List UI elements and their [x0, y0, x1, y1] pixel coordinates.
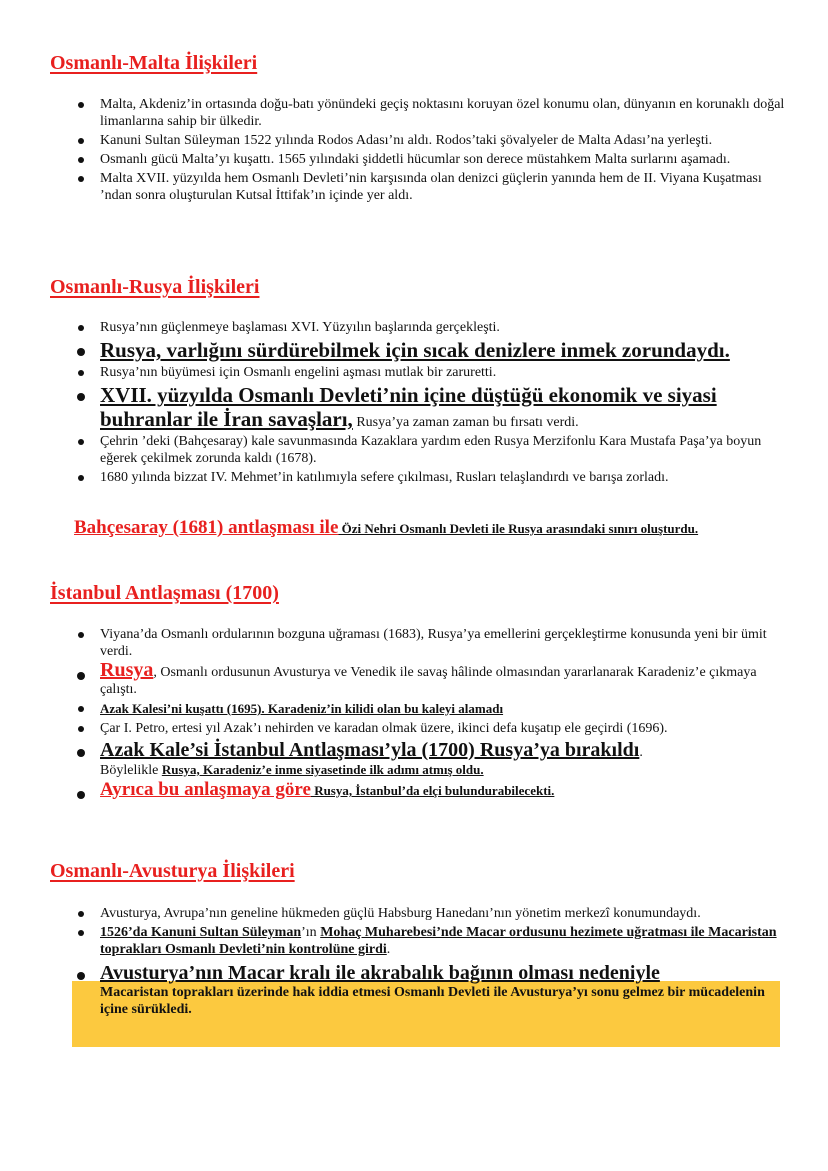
list-item — [74, 924, 786, 958]
emphasis-text: Rusya, varlığını sürdürebilmek için sıcak denizlere inmek zorundaydı. — [100, 338, 730, 362]
list-item — [74, 739, 786, 779]
item-text: Böylelikle — [100, 763, 162, 778]
list-item — [74, 383, 786, 431]
heading-istanbul: İstanbul Antlaşması (1700) — [50, 582, 279, 604]
bold-text: Macaristan toprakları üzerinde hak iddia etmesi Osmanlı Devleti ile Avusturya’yı sonu gelmez bir mücadelenin içine sürükledi. — [100, 985, 765, 1017]
emphasis-text: Avusturya’nın Macar kralı ile akrabalık bağının olması nedeniyle — [100, 962, 660, 984]
list-rusya — [74, 319, 786, 488]
list-item — [74, 659, 786, 698]
bold-underline-text: Rusya, Karadeniz’e inme siyasetinde ilk adımı atmış oldu. — [161, 762, 484, 777]
item-text: . — [386, 942, 391, 957]
red-emphasis: Bahçesaray (1681) antlaşması ile — [74, 517, 339, 538]
list-item: Avusturya, Avrupa’nın geneline hükmeden güçlü Habsburg Hanedanı’nın yönetim merkezî konumundaydı. — [74, 905, 786, 922]
item-text: ’ın — [301, 925, 321, 940]
list-item: Malta XVII. yüzyılda hem Osmanlı Devleti’nin karşısında olan denizci güçlerin yanında hem de II. Viyana Kuşatması ’ndan sonra oluşturulan Kutsal İttifak’ın içinde yer aldı. — [74, 170, 786, 204]
list-item: 1680 yılında bizzat IV. Mehmet’in katılımıyla sefere çıkılması, Rusları telaşlandırdı ve barışa zorladı. — [74, 469, 786, 486]
list-istanbul — [74, 626, 786, 802]
bold-underline-text: 1526’da Kanuni Sultan Süleyman — [100, 925, 302, 940]
list-item: Osmanlı gücü Malta’yı kuşattı. 1565 yılındaki şiddetli hücumlar son derece müstahkem Malta surlarını aşamadı. — [74, 151, 786, 168]
bold-underline-text: Rusya, İstanbul’da elçi bulundurabilecekti. — [310, 783, 555, 798]
list-item: Rusya’nın güçlenmeye başlaması XVI. Yüzyılın başlarında gerçekleşti. — [74, 319, 786, 336]
list-item: Kanuni Sultan Süleyman 1522 yılında Rodos Adası’nı aldı. Rodos’taki şövalyeler de Malta Adası’na yerleşti. — [74, 132, 786, 149]
list-malta — [74, 96, 786, 206]
list-item — [74, 338, 786, 362]
paragraph-bahcesaray — [74, 519, 786, 538]
emphasis-text: XVII. yüzyılda Osmanlı Devleti’nin içine düştüğü ekonomik ve siyasi buhranlar ile İran savaşları, — [100, 383, 717, 431]
list-item: Viyana’da Osmanlı ordularının bozguna uğraması (1683), Rusya’ya emellerini gerçekleştirme konusunda yeni bir ümit verdi. — [74, 626, 786, 660]
heading-rusya: Osmanlı-Rusya İlişkileri — [50, 276, 260, 298]
list-item: Rusya’nın büyümesi için Osmanlı engelini aşması mutlak bir zaruretti. — [74, 364, 786, 381]
heading-avusturya: Osmanlı-Avusturya İlişkileri — [50, 860, 295, 882]
list-item: Malta, Akdeniz’in ortasında doğu-batı yönündeki geçiş noktasını koruyan özel konumu olan, dünyanın en korunaklı doğal limanlarına sahip bir ülkedir. — [74, 96, 786, 130]
list-item — [74, 962, 786, 1018]
bold-underline-text: Mohaç Muharebesi’nde Macar ordusunu hezimete uğratması ile Macaristan toprakları Osmanlı Devleti’nin kontrolüne girdi — [100, 925, 777, 957]
list-item — [74, 700, 786, 718]
red-emphasis: Rusya — [100, 659, 154, 681]
item-text: , Osmanlı ordusunun Avusturya ve Venedik ile savaş hâlinde olmasından yararlanarak Karadeniz’e çıkmaya çalıştı. — [100, 665, 757, 697]
bold-underline-text: Özi Nehri Osmanlı Devleti ile Rusya arasındaki sınırı oluşturdu. — [338, 521, 699, 536]
list-item: Çehrin ’deki (Bahçesaray) kale savunmasında Kazaklara yardım eden Rusya Merzifonlu Kara Mustafa Paşa’ya boyun eğerek çekilmek zorunda kaldı (1678). — [74, 433, 786, 467]
list-item — [74, 781, 786, 800]
list-avusturya — [74, 905, 786, 1020]
list-item: Çar I. Petro, ertesi yıl Azak’ı nehirden ve karadan olmak üzere, ikinci defa kuşatıp ele geçirdi (1696). — [74, 720, 786, 737]
heading-malta: Osmanlı-Malta İlişkileri — [50, 52, 258, 74]
item-text: . — [639, 745, 643, 760]
bold-underline-text: Azak Kalesi’ni kuşattı (1695). Karadeniz’in kilidi olan bu kaleyi alamadı — [100, 701, 504, 716]
red-emphasis: Ayrıca bu anlaşmaya göre — [100, 779, 311, 800]
item-text: Rusya’ya zaman zaman bu fırsatı verdi. — [352, 415, 579, 430]
emphasis-text: Azak Kale’si İstanbul Antlaşması’yla (1700) Rusya’ya bırakıldı — [100, 739, 640, 761]
